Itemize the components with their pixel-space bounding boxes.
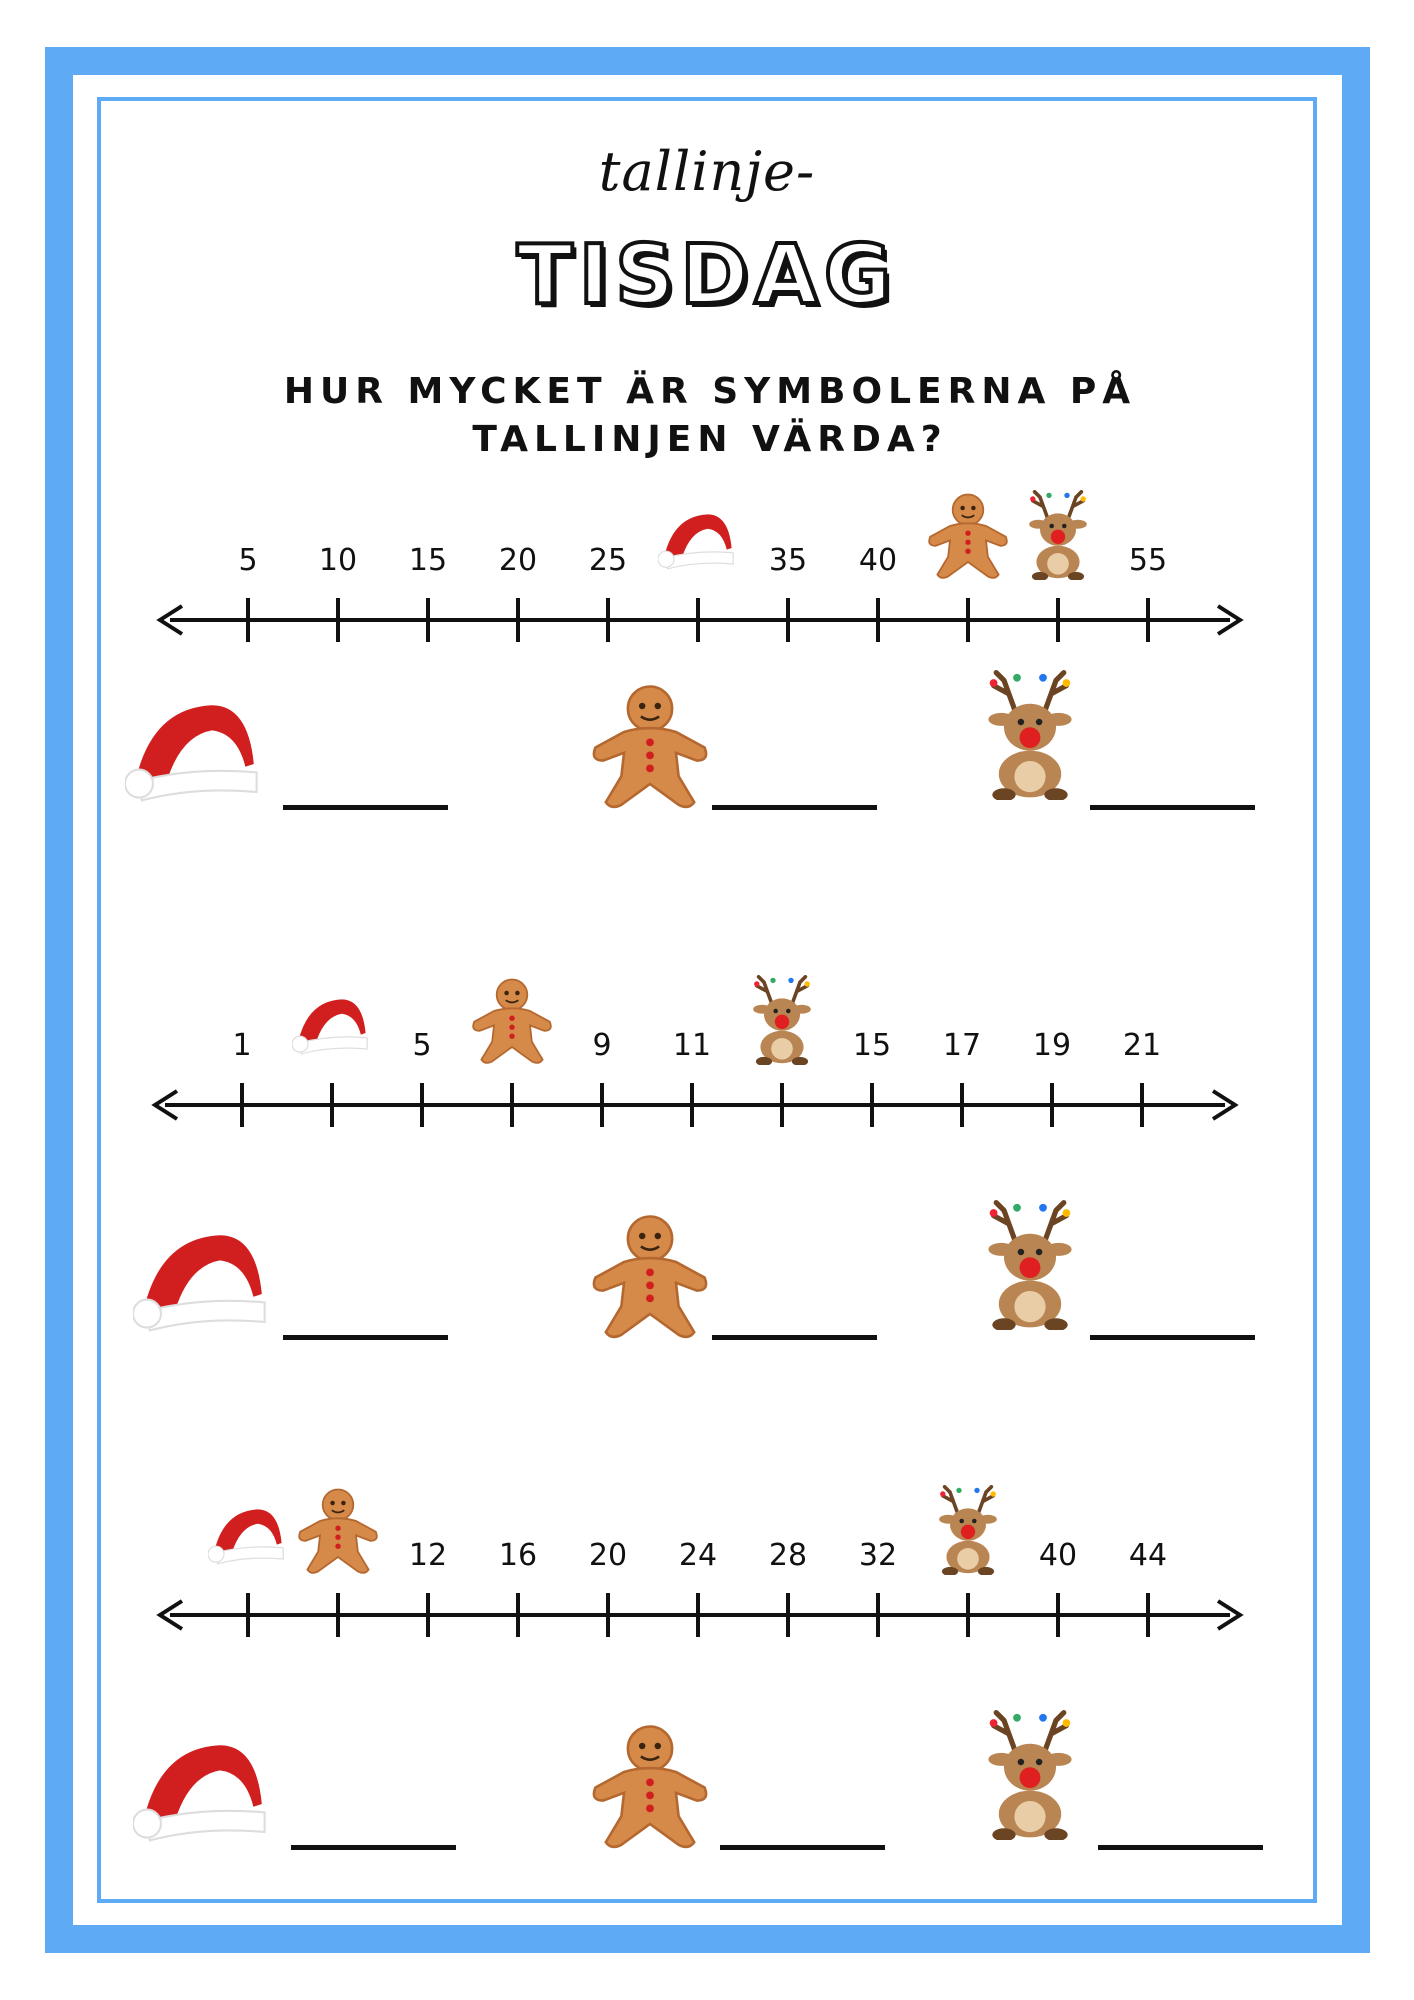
answer-blank-line[interactable] bbox=[1098, 1845, 1263, 1850]
gingerbread-icon bbox=[585, 680, 715, 810]
tick-label: 16 bbox=[498, 1538, 538, 1573]
santa-hat-icon bbox=[125, 680, 265, 820]
answer-row-3 bbox=[0, 1720, 1414, 1870]
gingerbread-icon bbox=[473, 980, 551, 1063]
number-line-1 bbox=[0, 460, 1414, 660]
tick-label: 32 bbox=[858, 1538, 898, 1573]
santa-hat-icon bbox=[133, 1210, 273, 1350]
subtitle: tallinje- bbox=[598, 140, 816, 203]
tick-label: 5 bbox=[412, 1028, 432, 1063]
tick-label: 17 bbox=[942, 1028, 982, 1063]
answer-blank-line[interactable] bbox=[1090, 1335, 1255, 1340]
tick-label: 11 bbox=[672, 1028, 712, 1063]
santa-hat-icon bbox=[208, 1509, 283, 1563]
tick-label: 19 bbox=[1032, 1028, 1072, 1063]
tick-label: 21 bbox=[1122, 1028, 1162, 1063]
answer-row-2 bbox=[0, 1210, 1414, 1360]
santa-hat-icon bbox=[292, 999, 367, 1053]
tick-label: 12 bbox=[408, 1538, 448, 1573]
reindeer-icon bbox=[965, 1710, 1095, 1840]
tick-label: 10 bbox=[318, 543, 358, 578]
answer-row-1 bbox=[0, 680, 1414, 830]
tick-label: 15 bbox=[852, 1028, 892, 1063]
tick-label: 24 bbox=[678, 1538, 718, 1573]
gingerbread-icon bbox=[585, 1210, 715, 1340]
tick-label: 9 bbox=[592, 1028, 612, 1063]
tick-label: 15 bbox=[408, 543, 448, 578]
tick-label: 55 bbox=[1128, 543, 1168, 578]
tick-label: 20 bbox=[498, 543, 538, 578]
tick-label: 40 bbox=[1038, 1538, 1078, 1573]
tick-label: 35 bbox=[768, 543, 808, 578]
tick-label: 20 bbox=[588, 1538, 628, 1573]
santa-hat-icon bbox=[133, 1720, 273, 1860]
answer-blank-line[interactable] bbox=[291, 1845, 456, 1850]
reindeer-icon bbox=[753, 977, 811, 1066]
tick-label: 5 bbox=[238, 543, 258, 578]
answer-blank-line[interactable] bbox=[712, 805, 877, 810]
reindeer-icon bbox=[965, 670, 1095, 800]
answer-blank-line[interactable] bbox=[283, 805, 448, 810]
tick-label: 25 bbox=[588, 543, 628, 578]
gingerbread-icon bbox=[585, 1720, 715, 1850]
gingerbread-icon bbox=[929, 495, 1007, 578]
tick-label: 40 bbox=[858, 543, 898, 578]
reindeer-icon bbox=[1029, 492, 1087, 581]
answer-blank-line[interactable] bbox=[283, 1335, 448, 1340]
santa-hat-icon bbox=[658, 514, 733, 568]
number-line-3 bbox=[0, 1455, 1414, 1655]
reindeer-icon bbox=[965, 1200, 1095, 1330]
tick-label: 1 bbox=[232, 1028, 252, 1063]
gingerbread-icon bbox=[299, 1490, 377, 1573]
reindeer-icon bbox=[939, 1487, 997, 1576]
answer-blank-line[interactable] bbox=[712, 1335, 877, 1340]
answer-blank-line[interactable] bbox=[720, 1845, 885, 1850]
tick-label: 44 bbox=[1128, 1538, 1168, 1573]
question-text: HUR MYCKET ÄR SYMBOLERNA PÅ TALLINJEN VÄRDA? bbox=[283, 371, 1137, 460]
tick-label: 28 bbox=[768, 1538, 808, 1573]
number-line-2 bbox=[0, 945, 1414, 1145]
answer-blank-line[interactable] bbox=[1090, 805, 1255, 810]
page-title: TISDAG bbox=[516, 228, 898, 323]
